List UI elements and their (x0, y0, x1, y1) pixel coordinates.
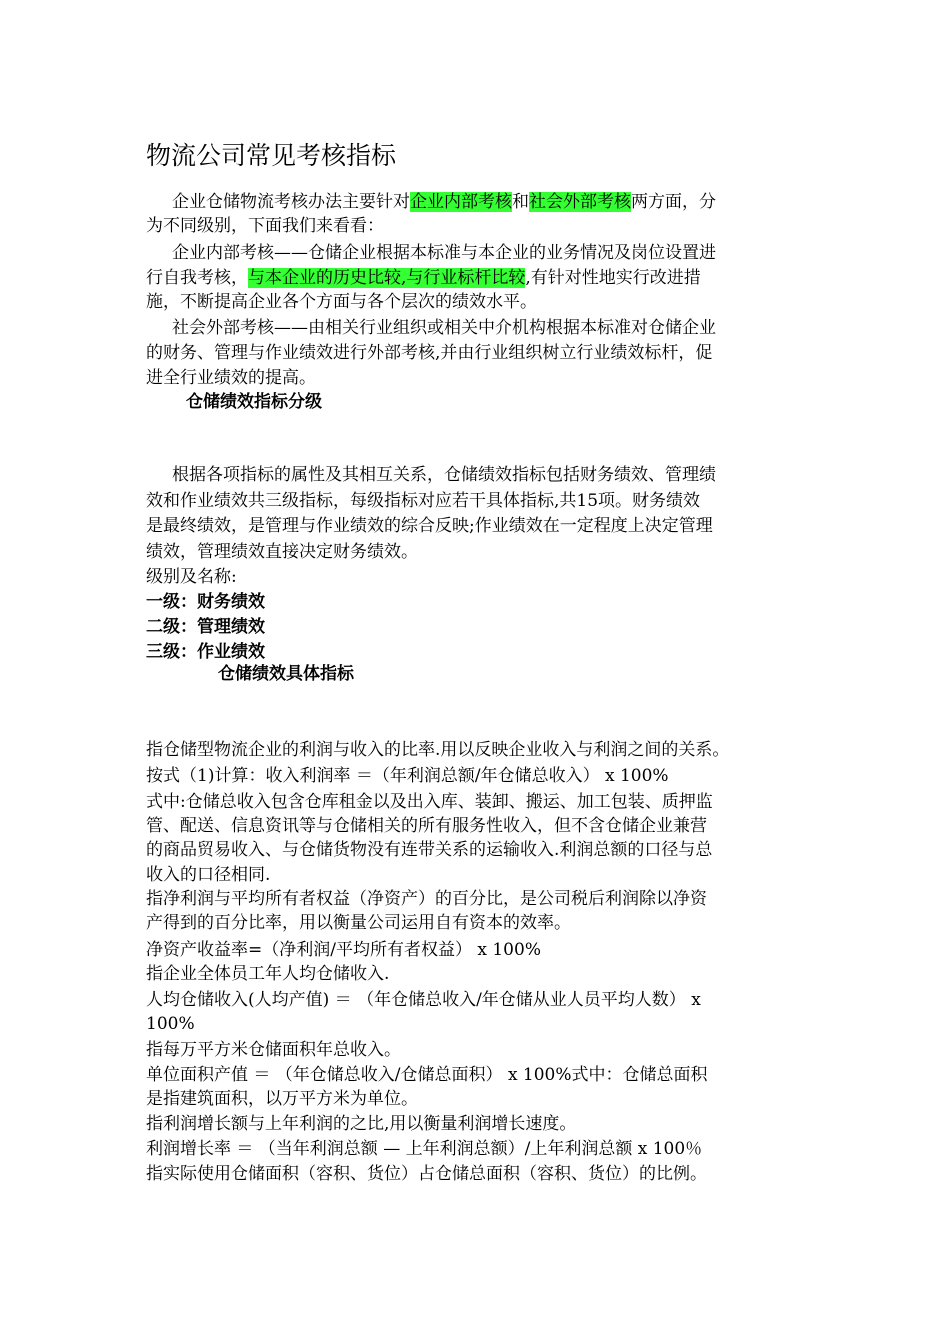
indicator-line: 产得到的百分比率，用以衡量公司运用自有资本的效率。 (146, 913, 571, 933)
indicator-line: 利润增长率 ＝ （当年利润总额 — 上年利润总额）/上年利润总额 x 100％ (146, 1139, 703, 1159)
intro-line-6: 社会外部考核——由相关行业组织或相关中介机构根据本标准对仓储企业 (172, 318, 716, 338)
indicator-line: 的商品贸易收入、与仓储货物没有连带关系的运输收入.利润总额的口径与总 (146, 840, 713, 860)
indicator-line: 收入的口径相同. (146, 865, 271, 885)
indicator-line: 指净利润与平均所有者权益（净资产）的百分比，是公司税后利润除以净资 (146, 889, 707, 909)
indicator-line: 100% (146, 1014, 195, 1034)
intro-text: ,有针对性地实行改进措 (525, 268, 701, 288)
indicator-line: 是指建筑面积，以万平方米为单位。 (146, 1089, 418, 1109)
section1-line-4: 绩效，管理绩效直接决定财务绩效。 (146, 542, 418, 562)
highlight-internal: 企业内部考核 (410, 192, 512, 212)
indicator-line: 指企业全体员工年人均仓储收入. (146, 964, 390, 984)
section1-line-1: 根据各项指标的属性及其相互关系，仓储绩效指标包括财务绩效、管理绩 (172, 465, 716, 485)
indicator-line: 指实际使用仓储面积（容积、货位）占仓储总面积（容积、货位）的比例。 (146, 1164, 707, 1184)
section-heading-indicators: 仓储绩效具体指标 (218, 664, 354, 684)
indicator-line: 指仓储型物流企业的利润与收入的比率.用以反映企业收入与利润之间的关系。 (146, 740, 730, 760)
section1-line-2: 效和作业绩效共三级指标，每级指标对应若干具体指标,共15项。财务绩效 (146, 491, 701, 511)
intro-line-1 (172, 190, 716, 214)
intro-text: 行自我考核， (146, 268, 248, 288)
indicator-line: 单位面积产值 ＝ （年仓储总收入/仓储总面积） x 100%式中：仓储总面积 (146, 1065, 708, 1085)
page-title: 物流公司常见考核指标 (146, 141, 397, 170)
intro-text: 和 (512, 192, 529, 212)
level-1: 一级：财务绩效 (146, 592, 265, 612)
intro-line-3: 企业内部考核——仓储企业根据本标准与本企业的业务情况及岗位设置进 (172, 243, 716, 263)
highlight-external: 社会外部考核 (529, 192, 631, 212)
indicator-line: 人均仓储收入(人均产值) ＝ （年仓储总收入/年仓储从业人员平均人数） x (146, 990, 701, 1010)
section-heading-levels: 仓储绩效指标分级 (186, 392, 322, 412)
indicator-line: 指利润增长额与上年利润的之比,用以衡量利润增长速度。 (146, 1114, 577, 1134)
intro-text: 两方面，分 (631, 192, 716, 212)
indicator-line: 指每万平方米仓储面积年总收入。 (146, 1040, 401, 1060)
indicator-line: 管、配送、信息资讯等与仓储相关的所有服务性收入，但不含仓储企业兼营 (146, 816, 707, 836)
intro-line-7: 的财务、管理与作业绩效进行外部考核,并由行业组织树立行业绩效标杆，促 (146, 343, 713, 363)
level-3: 三级：作业绩效 (146, 642, 265, 662)
intro-line-8: 进全行业绩效的提高。 (146, 368, 316, 388)
section1-line-3: 是最终绩效，是管理与作业绩效的综合反映;作业绩效在一定程度上决定管理 (146, 516, 713, 536)
level-2: 二级：管理绩效 (146, 617, 265, 637)
indicator-line: 式中:仓储总收入包含仓库租金以及出入库、装卸、搬运、加工包装、质押监 (146, 792, 713, 812)
intro-line-5: 施，不断提高企业各个方面与各个层次的绩效水平。 (146, 292, 537, 312)
intro-line-4 (146, 266, 701, 290)
intro-line-2: 为不同级别，下面我们来看看： (146, 216, 384, 236)
intro-text: 企业仓储物流考核办法主要针对 (172, 192, 410, 212)
indicator-line: 按式（1)计算：收入利润率 ＝（年利润总额/年仓储总收入） x 100% (146, 766, 669, 786)
levels-label: 级别及名称: (146, 567, 237, 587)
indicator-line: 净资产收益率=（净利润/平均所有者权益） x 100% (146, 940, 541, 960)
highlight-compare: 与本企业的历史比较,与行业标杆比较 (248, 268, 526, 288)
